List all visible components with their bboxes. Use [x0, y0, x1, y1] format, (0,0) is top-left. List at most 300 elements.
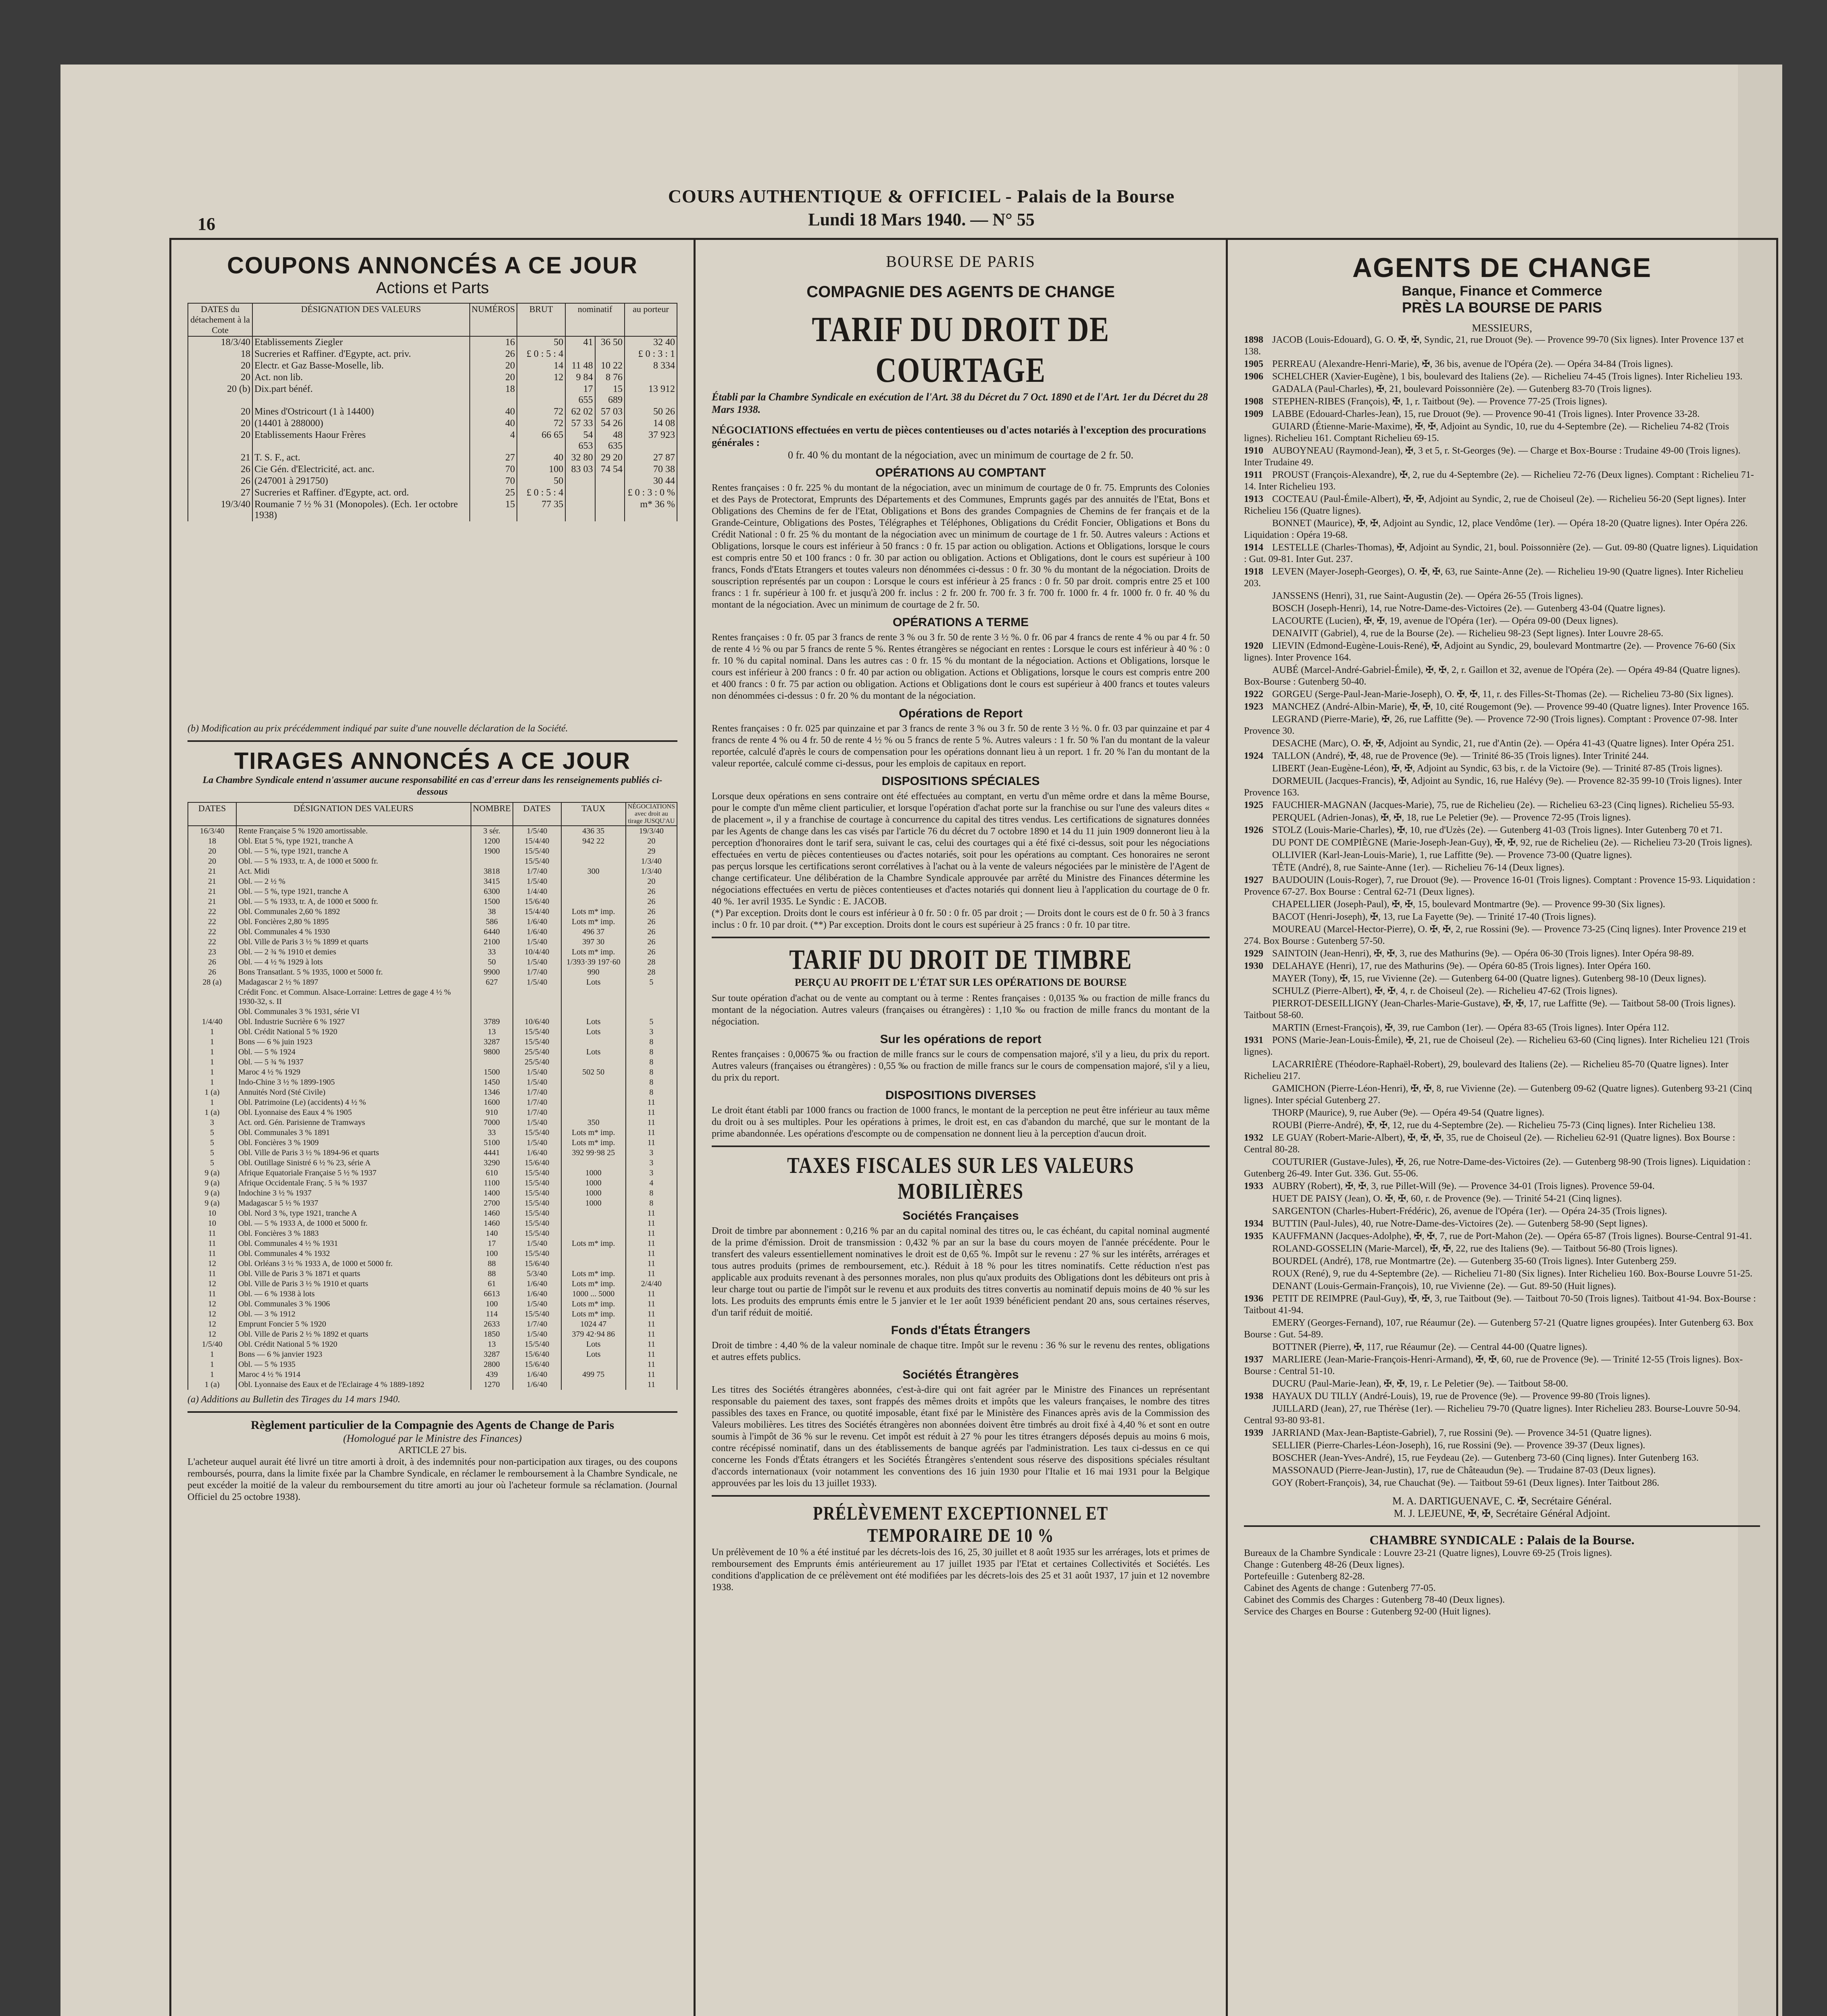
agent-year: 1936 — [1244, 1293, 1263, 1304]
table-row — [188, 826, 677, 836]
table-cell: 20 — [188, 372, 252, 383]
table-cell — [561, 1360, 626, 1370]
agent-details: COCTEAU (Paul-Émile-Albert), ✠, ✠, Adjoint au Syndic, 2, rue de Choiseul (2e). — Richelieu 56-20 (Sept lignes). Inter Richelieu 156 (Quatre lignes). — [1244, 494, 1746, 516]
table-cell: Obl. — 4 ½ % 1929 à lots — [236, 957, 471, 967]
table-cell: 379 42·94 86 — [561, 1329, 626, 1339]
table-cell: 1 — [188, 1067, 236, 1077]
table-cell: 1 — [188, 1077, 236, 1087]
agent-year: 1930 — [1244, 961, 1263, 971]
coupons-title: COUPONS ANNONCÉS A CE JOUR — [227, 252, 638, 279]
table-cell: 13 912 — [625, 383, 677, 406]
table-row — [188, 1158, 677, 1168]
table-cell: 15/5/40 — [513, 1218, 561, 1229]
table-cell: 1000 — [561, 1188, 626, 1198]
table-cell: 1200 — [471, 836, 513, 846]
chambre-title: CHAMBRE SYNDICALE : Palais de la Bourse. — [1369, 1533, 1635, 1547]
table-cell: 57 33 — [565, 418, 595, 429]
agent-year: 1909 — [1244, 409, 1263, 419]
table-cell: 19/3/40 — [626, 826, 677, 836]
table-cell: 18 — [188, 836, 236, 846]
table-cell — [517, 383, 565, 406]
agent-details: SELLIER (Pierre-Charles-Léon-Joseph), 16, rue Rossini (9e). — Provence 39-37 (Deux lignes). — [1272, 1440, 1646, 1451]
agent-details: ROLAND-GOSSELIN (Marie-Marcel), ✠, ✠, 22, rue des Italiens (9e). — Taitbout 56-80 (Trois lignes). — [1272, 1243, 1678, 1254]
agent-entry — [1244, 1022, 1760, 1034]
table-cell — [513, 987, 561, 1007]
table-row — [188, 1168, 677, 1178]
agents-messieurs: MESSIEURS, — [1472, 322, 1532, 334]
table-cell — [561, 1380, 626, 1390]
table-cell: 25 — [470, 487, 517, 499]
agent-details: HAYAUX DU TILLY (André-Louis), 19, rue de Provence (9e). — Provence 99-80 (Trois lignes). — [1272, 1391, 1650, 1402]
agents-title: AGENTS DE CHANGE — [1352, 252, 1652, 283]
table-cell: 1/7/40 — [513, 1319, 561, 1329]
agent-details: AUBÉ (Marcel-André-Gabriel-Émile), ✠, ✠, 2, r. Gaillon et 32, avenue de l'Opéra (2e). — Opéra 49-84 (Quatre lignes). Box-Bourse : Gutenberg 50-40. — [1244, 665, 1740, 687]
table-cell: 20 — [188, 429, 252, 452]
agent-entry — [1244, 1193, 1760, 1205]
table-cell: 83 03 — [565, 464, 595, 475]
tirages-subtitle: La Chambre Syndicale entend n'assumer aucune responsabilité en cas d'erreur dans les renseignements publiés ci-dessous — [202, 775, 662, 797]
agent-year: 1911 — [1244, 470, 1263, 480]
table-row — [188, 1037, 677, 1047]
agent-entry — [1244, 469, 1760, 493]
table-cell: 11 — [626, 1249, 677, 1259]
agent-entry — [1244, 701, 1760, 713]
table-cell: 1/7/40 — [513, 1108, 561, 1118]
section-title: DISPOSITIONS SPÉCIALES — [881, 775, 1040, 788]
table-cell: 26 — [188, 475, 252, 487]
agent-entry — [1244, 998, 1760, 1021]
section-text: Rentes françaises : 0 fr. 05 par 3 francs de rente 3 % ou 3 fr. 50 de rente 3 ½ %. 0 fr. 06 par 4 francs de rente 4 % ou par 4 fr. 50 de rente 4 ½ % ou par 5 francs de rente 5 %. Rentes étrangères se négociant en rentes : Lorsque le cours est inférieur à 40 % : 0 fr. 10 % du capital nominal. Dans les autres cas : 0 fr. 15 % du montant de la négociation. Actions et Obligations, lorsque le cours est inférieur à 200 francs : 0 fr. 40 par action ou obligation. Actions et Obligations, lorsque le cours est compris entre 200 et 400 francs : 0 fr. 75 par action ou obligation. Actions et Obligations dont le cours est supérieur à 400 francs et toutes valeurs non dénommées ci-dessus : 0 fr. 20 % du montant de la négociation. — [712, 632, 1210, 701]
agent-year: 1910 — [1244, 446, 1263, 456]
agent-details: DENAIVIT (Gabriel), 4, rue de la Bourse (2e). — Richelieu 98-23 (Sept lignes). Inter Louvre 28-65. — [1272, 628, 1663, 639]
table-cell: 610 — [471, 1168, 513, 1178]
table-cell: £ 0 : 5 : 4 — [517, 348, 565, 360]
table-row — [188, 1047, 677, 1057]
table-cell — [561, 846, 626, 856]
agent-entry — [1244, 664, 1760, 688]
table-cell: Emprunt Foncier 5 % 1920 — [236, 1319, 471, 1329]
table-cell: Roumanie 7 ½ % 31 (Monopoles). (Ech. 1er octobre 1938) — [252, 499, 470, 521]
table-cell: Act. Midi — [236, 866, 471, 877]
tirages-header-nombre: NOMBRE — [471, 802, 513, 826]
table-cell: 74 54 — [595, 464, 625, 475]
table-cell: 1000 — [561, 1168, 626, 1178]
table-cell: 17 — [471, 1239, 513, 1249]
table-cell: Obl. Crédit National 5 % 1920 — [236, 1027, 471, 1037]
table-row — [188, 372, 677, 383]
table-cell: 41 — [565, 336, 595, 348]
table-cell: 18/3/40 — [188, 336, 252, 348]
table-cell — [561, 1158, 626, 1168]
agents-subtitle2: PRÈS LA BOURSE DE PARIS — [1402, 299, 1602, 316]
table-cell: 15/6/40 — [513, 1350, 561, 1360]
table-cell — [595, 348, 625, 360]
agent-entry — [1244, 383, 1760, 395]
table-cell: 10 22 — [595, 360, 625, 372]
agent-entry — [1244, 689, 1760, 700]
table-cell: 20 (b) — [188, 383, 252, 406]
agent-entry — [1244, 850, 1760, 861]
table-row — [188, 887, 677, 897]
table-cell — [561, 877, 626, 887]
agent-entry — [1244, 1354, 1760, 1377]
table-cell: 11 — [626, 1218, 677, 1229]
table-cell — [561, 1007, 626, 1017]
table-row — [188, 1370, 677, 1380]
table-row — [188, 1249, 677, 1259]
agent-entry — [1244, 899, 1760, 910]
table-cell: 18 — [470, 383, 517, 406]
agent-entry — [1244, 750, 1760, 762]
header-date: Lundi 18 Mars 1940. — N° 55 — [808, 210, 1035, 229]
agent-entry — [1244, 1107, 1760, 1119]
prelevement-title: PRÉLÈVEMENT EXCEPTIONNEL ET TEMPORAIRE DE 10 % — [813, 1503, 1108, 1546]
agent-entry — [1244, 1293, 1760, 1316]
table-cell: 15/5/40 — [513, 856, 561, 866]
table-row — [188, 947, 677, 957]
page-header — [60, 185, 1782, 230]
table-cell: Lots m* imp. — [561, 1128, 626, 1138]
table-cell: 1 — [188, 1098, 236, 1108]
table-cell: 5 — [188, 1128, 236, 1138]
table-cell — [595, 475, 625, 487]
table-cell: 50 — [471, 957, 513, 967]
table-cell: 15/6/40 — [513, 897, 561, 907]
table-cell — [626, 987, 677, 1007]
table-cell: 1/5/40 — [513, 1077, 561, 1087]
section-text: Droit de timbre : 4,40 % de la valeur nominale de chaque titre. Impôt sur le revenu : 36 % sur le revenu des rentes, obligations et autres effets publics. — [712, 1340, 1210, 1362]
table-cell: 29 20 — [595, 452, 625, 464]
table-cell: 14 08 — [625, 418, 677, 429]
agent-details: LACOURTE (Lucien), ✠, ✠, 19, avenue de l'Opéra (1er). — Opéra 09-00 (Deux lignes). — [1272, 616, 1619, 626]
table-cell: 5100 — [471, 1138, 513, 1148]
table-cell: 1/6/40 — [513, 917, 561, 927]
reglement-subtitle: (Homologué par le Ministre des Finances) — [343, 1433, 522, 1444]
agent-entry — [1244, 775, 1760, 799]
table-cell: 4441 — [471, 1148, 513, 1158]
table-cell: 6440 — [471, 927, 513, 937]
agent-entry — [1244, 445, 1760, 469]
secretaire-adjoint: M. J. LEJEUNE, ✠, ✠, Secrétaire Général Adjoint. — [1394, 1508, 1610, 1519]
table-cell: 3 — [626, 1027, 677, 1037]
table-cell: 26 — [470, 348, 517, 360]
agent-details: KAUFFMANN (Jacques-Adolphe), ✠, ✠, 7, rue de Port-Mahon (2e). — Opéra 65-87 (Trois lignes). Bourse-Central 91-41. — [1272, 1231, 1752, 1241]
table-cell: Lots m* imp. — [561, 907, 626, 917]
table-cell: Obl. — 6 % 1938 à lots — [236, 1289, 471, 1299]
agent-details: SAINTOIN (Jean-Henri), ✠, ✠, 3, rue des Mathurins (9e). — Opéra 06-30 (Trois lignes). Inter Opéra 98-89. — [1272, 948, 1694, 959]
agent-entry — [1244, 825, 1760, 836]
table-cell: 1/5/40 — [513, 977, 561, 987]
table-cell: 1000 — [561, 1178, 626, 1188]
agent-entry — [1244, 1156, 1760, 1180]
agent-details: TALLON (André), ✠, 48, rue de Provence (9e). — Trinité 86-35 (Trois lignes). Inter Trinité 244. — [1272, 751, 1649, 761]
table-cell: Lots — [561, 1047, 626, 1057]
table-row — [188, 418, 677, 429]
table-cell: 5 — [188, 1148, 236, 1158]
table-cell — [561, 1098, 626, 1108]
table-cell: 15/5/40 — [513, 846, 561, 856]
table-cell: 20 — [470, 372, 517, 383]
agent-entry — [1244, 1268, 1760, 1280]
tirages-note: (a) Additions au Bulletin des Tirages du 14 mars 1940. — [187, 1394, 400, 1405]
table-cell: 72 — [517, 406, 565, 418]
agent-details: STEPHEN-RIBES (François), ✠, 1, r. Taitbout (9e). — Provence 77-25 (Trois lignes). — [1272, 396, 1608, 407]
table-row — [188, 1007, 677, 1017]
table-cell: 14 — [517, 360, 565, 372]
taxes-title: TAXES FISCALES SUR LES VALEURS MOBILIÈRES — [787, 1153, 1134, 1204]
table-cell: 25/5/40 — [513, 1047, 561, 1057]
agent-year: 1918 — [1244, 566, 1263, 577]
table-row — [188, 452, 677, 464]
agent-details: LE GUAY (Robert-Marie-Albert), ✠, ✠, ✠, 35, rue de Choiseul (2e). — Richelieu 62-91 (Quatre lignes). Box Bourse : Central 80-28. — [1244, 1133, 1735, 1155]
table-cell: 17 655 — [565, 383, 595, 406]
agent-details: MARTIN (Ernest-François), ✠, 39, rue Cambon (1er). — Opéra 83-65 (Trois lignes). Inter Opéra 112. — [1272, 1023, 1669, 1033]
table-cell: 7000 — [471, 1118, 513, 1128]
table-cell: 11 — [188, 1289, 236, 1299]
table-cell: 11 — [626, 1329, 677, 1339]
coupons-header-dates: DATES du détachement à la Cote — [188, 303, 252, 336]
agent-year: 1929 — [1244, 948, 1263, 959]
negociations-rate: 0 fr. 40 % du montant de la négociation, avec un minimum de courtage de 2 fr. 50. — [787, 449, 1134, 461]
table-cell: 392 99·98 25 — [561, 1148, 626, 1158]
table-cell: Obl. Crédit National 5 % 1920 — [236, 1339, 471, 1350]
table-cell: 8 — [626, 1057, 677, 1067]
agent-details: JARRIAND (Max-Jean-Baptiste-Gabriel), 7, rue Rossini (9e). — Provence 34-51 (Quatre lignes). — [1272, 1428, 1652, 1438]
table-cell: 27 — [470, 452, 517, 464]
table-cell: Electr. et Gaz Basse-Moselle, lib. — [252, 360, 470, 372]
agent-entry — [1244, 421, 1760, 444]
chambre-line: Change : Gutenberg 48-26 (Deux lignes). — [1244, 1560, 1405, 1570]
table-cell: 8 — [626, 1067, 677, 1077]
coupons-header-porteur: au porteur — [625, 303, 677, 336]
table-cell: Etablissements Haour Frères — [252, 429, 470, 452]
table-row — [188, 846, 677, 856]
content-frame — [169, 238, 1778, 2016]
table-row — [188, 487, 677, 499]
agent-entry — [1244, 603, 1760, 614]
table-cell: Obl. Communales 4 % 1932 — [236, 1249, 471, 1259]
table-row — [188, 866, 677, 877]
table-cell: 1/7/40 — [513, 1098, 561, 1108]
table-cell: 72 — [517, 418, 565, 429]
table-cell: Obl. — 5 % 1924 — [236, 1047, 471, 1057]
agent-entry — [1244, 862, 1760, 874]
agent-entry — [1244, 358, 1760, 370]
table-cell: 4 — [626, 1178, 677, 1188]
agent-entry — [1244, 1317, 1760, 1341]
agent-details: LIBERT (Jean-Eugène-Léon), ✠, ✠, Adjoint au Syndic, 63 bis, r. de la Victoire (9e). — Trinité 87-85 (Trois lignes). — [1272, 763, 1723, 774]
table-cell: Lots m* imp. — [561, 947, 626, 957]
table-cell: 15/5/40 — [513, 1229, 561, 1239]
agent-details: PIERROT-DESEILLIGNY (Jean-Charles-Marie-Gustave), ✠, ✠, 17, rue Laffitte (9e). — Taitbout 58-00 (Trois lignes). Taitbout 58-60. — [1244, 998, 1736, 1020]
agent-entry — [1244, 1120, 1760, 1131]
table-cell: 22 — [188, 917, 236, 927]
table-cell: Obl. Etat 5 %, type 1921, tranche A — [236, 836, 471, 846]
coupons-header-nominatif: nominatif — [565, 303, 625, 336]
table-cell: 1000 — [561, 1198, 626, 1208]
table-cell: 627 — [471, 977, 513, 987]
table-cell — [561, 1249, 626, 1259]
agent-details: PERQUEL (Adrien-Jonas), ✠, ✠, 18, rue Le Peletier (9e). — Provence 72-95 (Trois lignes). — [1272, 812, 1631, 823]
table-cell: Obl. Ville de Paris 3 ½ % 1894-96 et quarts — [236, 1148, 471, 1158]
divider — [187, 1411, 677, 1413]
table-cell: 37 923 — [625, 429, 677, 452]
table-cell: 1000 ... 5000 — [561, 1289, 626, 1299]
coupons-table — [187, 303, 677, 521]
section-text: (*) Par exception. Droits dont le cours est inférieur à 0 fr. 50 : 0 fr. 05 par droit ; — Droits dont le cours est de 0 fr. 50 à 3 francs inclus : 0 fr. 10 par droit. (**) Par exception. Droits dont le cours est supérieur à 25 francs : 0 fr. 10 par titre. — [712, 908, 1210, 930]
table-cell: 54 26 — [595, 418, 625, 429]
agent-entry — [1244, 800, 1760, 811]
table-cell: 28 — [626, 957, 677, 967]
table-cell: 11 — [188, 1249, 236, 1259]
agent-entry — [1244, 924, 1760, 947]
table-cell: Crédit Fonc. et Commun. Alsace-Lorraine: Lettres de gage 4 ½ % 1930-32, s. II — [236, 987, 471, 1007]
coupons-header-numeros: NUMÉROS — [470, 303, 517, 336]
table-cell: 9900 — [471, 967, 513, 977]
agent-details: GUIARD (Étienne-Marie-Maxime), ✠, ✠, Adjoint au Syndic, 10, rue du 4-Septembre (2e). — Richelieu 74-82 (Trois lignes). Richelieu 161. Comptant Richelieu 69-15. — [1244, 421, 1729, 444]
table-cell: 15 — [470, 499, 517, 521]
agent-details: DENANT (Louis-Germain-François), 10, rue Vivienne (2e). — Gut. 89-50 (Huit lignes). — [1272, 1281, 1616, 1291]
table-cell: Obl. — 5 %, type 1921, tranche A — [236, 887, 471, 897]
table-cell: 25/5/40 — [513, 1057, 561, 1067]
table-row — [188, 1198, 677, 1208]
table-cell: 26 — [188, 957, 236, 967]
divider — [712, 1495, 1210, 1497]
table-cell: 12 — [188, 1319, 236, 1329]
table-cell: Obl. Communales 3 % 1906 — [236, 1299, 471, 1309]
table-row — [188, 877, 677, 887]
table-cell: Sucreries et Raffiner. d'Egypte, act. priv. — [252, 348, 470, 360]
table-cell: 990 — [561, 967, 626, 977]
agent-details: MARLIERE (Jean-Marie-François-Henri-Armand), ✠, ✠, 60, rue de Provence (9e). — Trinité 12-55 (Trois lignes). Box-Bourse : Central 51-10. — [1244, 1354, 1743, 1377]
agent-entry — [1244, 1243, 1760, 1255]
table-row — [188, 917, 677, 927]
agent-details: DELAHAYE (Henri), 17, rue des Mathurins (9e). — Opéra 60-85 (Trois lignes). Inter Opéra 160. — [1272, 961, 1651, 971]
agent-entry — [1244, 837, 1760, 849]
bourse-kicker: BOURSE DE PARIS — [886, 252, 1035, 271]
agent-year: 1937 — [1244, 1354, 1263, 1365]
table-row — [188, 1259, 677, 1269]
table-cell — [561, 1229, 626, 1239]
table-cell: 1500 — [471, 897, 513, 907]
table-cell: 20 — [470, 360, 517, 372]
table-cell — [595, 499, 625, 521]
table-cell: 15 689 — [595, 383, 625, 406]
table-cell: Lots m* imp. — [561, 1279, 626, 1289]
table-cell: 5 — [188, 1158, 236, 1168]
table-cell: 1/393·39 197·60 — [561, 957, 626, 967]
table-cell — [565, 499, 595, 521]
table-cell — [565, 487, 595, 499]
table-cell: 20 — [626, 877, 677, 887]
table-cell: 12 — [188, 1329, 236, 1339]
table-cell: Obl. Industrie Sucrière 6 % 1927 — [236, 1017, 471, 1027]
table-cell: 15/5/40 — [513, 1168, 561, 1178]
table-cell: 40 — [470, 406, 517, 418]
agent-year: 1926 — [1244, 825, 1263, 835]
table-cell: Lots — [561, 1027, 626, 1037]
agent-entry — [1244, 1477, 1760, 1489]
tirages-header-taux: TAUX — [561, 802, 626, 826]
agent-details: THORP (Maurice), 9, rue Auber (9e). — Opéra 49-54 (Quatre lignes). — [1272, 1108, 1544, 1118]
agent-details: EMERY (Georges-Fernand), 107, rue Réaumur (2e). — Gutenberg 57-21 (Quatre lignes groupées). Inter Gutenberg 63. Box Bourse : Gut. 54-89. — [1244, 1318, 1754, 1340]
table-cell: 1/5/40 — [513, 1118, 561, 1128]
agent-entry — [1244, 1452, 1760, 1464]
agent-details: LIEVIN (Edmond-Eugène-Louis-René), ✠, Adjoint au Syndic, 29, boulevard Montmartre (2e). — Provence 76-60 (Six lignes). Inter Provence 164. — [1244, 641, 1736, 663]
table-cell: 19/3/40 — [188, 499, 252, 521]
table-cell: 15/6/40 — [513, 1360, 561, 1370]
table-cell: 22 — [188, 937, 236, 947]
agent-details: BOTTNER (Pierre), ✠, 117, rue Réaumur (2e). — Central 44-00 (Quatre lignes). — [1272, 1342, 1587, 1352]
table-cell: 1/5/40 — [513, 957, 561, 967]
agent-details: MOUREAU (Marcel-Hector-Pierre), O. ✠, ✠, 2, rue Rossini (9e). — Provence 73-25 (Cinq lignes). Inter Provence 219 et 274. Box Bourse : Gutenberg 57-50. — [1244, 924, 1746, 946]
table-cell: Etablissements Ziegler — [252, 336, 470, 348]
table-row — [188, 1309, 677, 1319]
table-cell: 1450 — [471, 1077, 513, 1087]
table-cell: 1024 47 — [561, 1319, 626, 1329]
coupons-header-designation: DÉSIGNATION DES VALEURS — [252, 303, 470, 336]
table-cell: 57 03 — [595, 406, 625, 418]
tirages-body — [188, 826, 677, 1390]
table-cell: 1600 — [471, 1098, 513, 1108]
table-cell: 28 (a) — [188, 977, 236, 987]
table-cell: 942 22 — [561, 836, 626, 846]
table-row — [188, 1087, 677, 1098]
report-text: Rentes françaises : 0,00675 ‰ ou fraction de mille francs sur le cours de compensation majoré, s'il y a lieu, du prix du report. Autres valeurs (françaises ou étrangères) : 0,55 ‰ ou fraction de mille francs sur le cours de compensation majoré, s'il y a lieu, du prix du report. — [712, 1049, 1210, 1083]
table-cell: Obl. Foncières 3 % 1883 — [236, 1229, 471, 1239]
chambre-line: Cabinet des Commis des Charges : Gutenberg 78-40 (Deux lignes). — [1244, 1595, 1505, 1605]
table-cell: 586 — [471, 917, 513, 927]
table-row — [188, 1057, 677, 1067]
agent-details: STOLZ (Louis-Marie-Charles), ✠, 10, rue d'Uzès (2e). — Gutenberg 41-03 (Trois lignes). Inter Gutenberg 70 et 71. — [1272, 825, 1723, 835]
agent-year: 1923 — [1244, 702, 1263, 712]
table-cell: 1/5/40 — [513, 826, 561, 836]
table-cell: 439 — [471, 1370, 513, 1380]
agent-year: 1922 — [1244, 689, 1263, 700]
agent-details: PROUST (François-Alexandre), ✠, 2, rue du 4-Septembre (2e). — Richelieu 72-76 (Deux lignes). Comptant : Richelieu 71-14. Inter Richelieu 193. — [1244, 470, 1754, 492]
section-title: OPÉRATIONS AU COMPTANT — [875, 466, 1046, 479]
agent-details: MASSONAUD (Pierre-Jean-Justin), 17, rue de Châteaudun (9e). — Trudaine 87-03 (Deux lignes). — [1272, 1465, 1656, 1476]
table-cell: Obl. Outillage Sinistré 6 ½ % 23, série A — [236, 1158, 471, 1168]
table-cell: Obl. Ville de Paris 3 % 1871 et quarts — [236, 1269, 471, 1279]
tirages-table — [187, 802, 677, 1390]
agent-details: LACARRIÈRE (Théodore-Raphaël-Robert), 29, boulevard des Italiens (2e). — Richelieu 85-70 (Quatre lignes). Inter Richelieu 217. — [1244, 1059, 1729, 1081]
table-row — [188, 937, 677, 947]
table-row — [188, 1319, 677, 1329]
table-cell: Cie Gén. d'Electricité, act. anc. — [252, 464, 470, 475]
table-cell: 26 — [626, 927, 677, 937]
table-row — [188, 927, 677, 937]
section-text: Lorsque deux opérations en sens contraire ont été effectuées au comptant, en vertu d'un même ordre et dans la même Bourse, pour le compte d'un même client particulier, et lorsque l'opération d'achat porte sur la franchise ou sur l'une des valeurs dites « de placement », il y a franchise de courtage à concurrence du capital des titres vendus. Les certifications de signatures données par les Agents de change dans les cas visés par l'article 76 du décret du 7 octobre 1890 et 14 du 11 juin 1909 donneront lieu à la perception d'honoraires dont le tarif sera, suivant le cas, celui des courtages qui a été fixé ci-dessus, soit pour les négociations effectuées en vertu de pièces contentieuses ou d'actes notariés, soit pour les opérations au comptant. Ces honoraires ne seront pas perçus lorsque les certifications seront corrélatives à l'achat ou à la vente de valeurs négociées par le ministère de l'Agent de change certificateur. Une délibération de la Chambre Syndicale approuvée par arrêté du Ministre des Finances détermine les négociations effectuées en vertu de pièces contentieuses et d'actes notariés qui donnent lieu à l'application du courtage de 0 fr. 40 %. 1er avril 1935. Le Syndic : E. JACOB. — [712, 791, 1210, 907]
table-cell: 11 — [626, 1098, 677, 1108]
table-cell: 15/5/40 — [513, 1249, 561, 1259]
table-cell: 114 — [471, 1309, 513, 1319]
table-cell: Madagascar 2 ½ % 1897 — [236, 977, 471, 987]
table-cell: 9 84 — [565, 372, 595, 383]
table-cell: 77 35 — [517, 499, 565, 521]
agent-year: 1932 — [1244, 1133, 1263, 1143]
table-cell: Lots m* imp. — [561, 917, 626, 927]
agent-details: DU PONT DE COMPIÈGNE (Marie-Joseph-Jean-Guy), ✠, ✠, 92, rue de Richelieu (2e). — Richelieu 73-20 (Trois lignes). — [1272, 837, 1752, 848]
table-cell — [561, 987, 626, 1007]
table-cell: 13 — [471, 1339, 513, 1350]
table-cell: 8 — [626, 1198, 677, 1208]
table-cell: 15/5/40 — [513, 1178, 561, 1188]
agent-year: 1938 — [1244, 1391, 1263, 1402]
agent-details: GAMICHON (Pierre-Léon-Henri), ✠, ✠, 8, rue Vivienne (2e). — Gutenberg 09-62 (Quatre lignes). Gutenberg 93-21 (Cinq lignes). Inter spécial Gutenberg 27. — [1244, 1083, 1752, 1106]
table-cell: 30 44 — [625, 475, 677, 487]
table-cell: 15/5/40 — [513, 1037, 561, 1047]
